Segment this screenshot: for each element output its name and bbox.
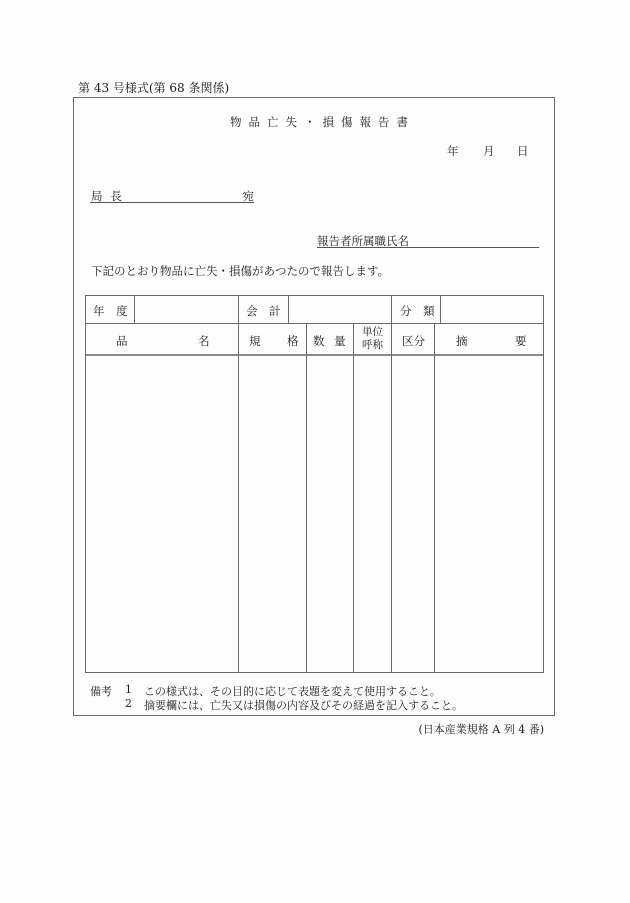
- col-header-item-name-left: 品: [116, 334, 128, 348]
- items-table-body[interactable]: [86, 356, 543, 672]
- note-1-number: 1: [125, 683, 132, 696]
- addressee-line[interactable]: [90, 188, 254, 203]
- col-header-quantity: 数 量: [313, 334, 349, 348]
- col-header-item-name-right: 名: [198, 334, 210, 348]
- col-header-spec-left: 規: [249, 334, 261, 348]
- fiscal-year-input[interactable]: [136, 297, 236, 322]
- date-day-label: 日: [517, 144, 529, 158]
- col-header-spec-right: 格: [287, 334, 299, 348]
- col-header-unit-line1: 単位: [362, 326, 383, 338]
- col-header-remarks-left: 摘: [456, 334, 468, 348]
- col-divider: [440, 296, 441, 323]
- date-year-label: 年: [447, 144, 459, 158]
- account-input[interactable]: [290, 297, 389, 322]
- fiscal-year-label: 年 度: [93, 304, 132, 318]
- paper-standard: (日本産業規格 A 列 4 番): [418, 723, 544, 736]
- note-1-text: この様式は、その目的に応じて表題を変えて使用すること。: [144, 685, 441, 698]
- col-header-unit: [354, 326, 391, 352]
- col-header-division: 区分: [402, 334, 425, 348]
- report-statement: 下記のとおり物品に亡失・損傷があつたので報告します。: [91, 264, 390, 278]
- col-divider: [288, 296, 289, 323]
- document-title: 物品亡失・損傷報告書: [230, 115, 415, 129]
- account-label: 会 計: [246, 304, 285, 318]
- col-header-remarks-right: 要: [515, 334, 527, 348]
- addressee-suffix: 宛: [242, 189, 254, 203]
- row-divider: [86, 323, 543, 324]
- col-header-unit-line2: 呼称: [362, 339, 383, 351]
- category-label: 分 類: [400, 304, 439, 318]
- reporter-label: 報告者所属職氏名: [317, 234, 409, 248]
- note-2-text: 摘要欄には、亡失又は損傷の内容及びその経過を記入すること。: [144, 699, 463, 712]
- notes-heading: 備考: [90, 685, 112, 698]
- addressee-title: 局長: [91, 189, 130, 203]
- date-month-label: 月: [483, 144, 495, 158]
- items-table: [85, 295, 544, 673]
- reporter-field[interactable]: [317, 233, 539, 248]
- note-2-number: 2: [125, 697, 132, 710]
- col-divider: [391, 296, 392, 323]
- category-input[interactable]: [442, 297, 542, 322]
- form-number: 第 43 号様式(第 68 条関係): [78, 81, 230, 95]
- col-divider: [134, 296, 135, 323]
